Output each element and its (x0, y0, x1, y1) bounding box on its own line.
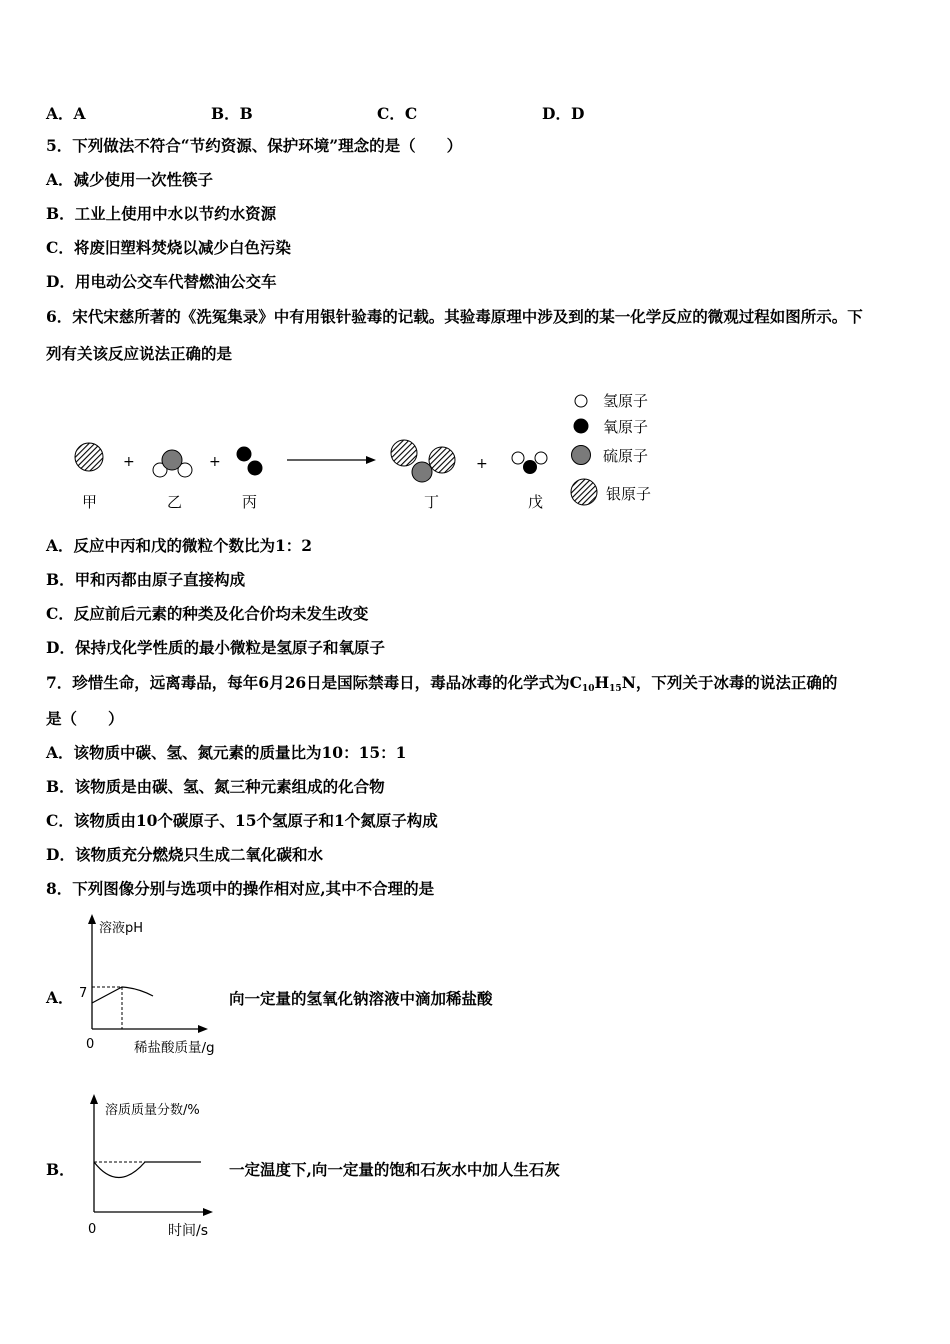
plus-sign-3: + (476, 456, 488, 472)
q8-option-a-label: A． (46, 988, 74, 1007)
sulfur-atom-yi (162, 450, 182, 470)
q7-option-b: B．该物质是由碳、氢、氮三种元素组成的化合物 (46, 777, 385, 796)
arrowhead-icon (366, 456, 376, 464)
hydrogen-atom-4 (535, 452, 547, 464)
graph-a-origin: 0 (86, 1037, 95, 1052)
graph-a-xlabel: 稀盐酸质量/g (134, 1040, 215, 1056)
graph-a-x-arrow (198, 1025, 208, 1033)
legend-sulfur-icon (572, 446, 591, 465)
q5-option-c: C．将废旧塑料焚烧以减少白色污染 (46, 238, 291, 257)
plus-sign-1: + (123, 454, 135, 470)
q7-option-d: D．该物质充分燃烧只生成二氧化碳和水 (46, 845, 323, 864)
q4-option-d: D．D (542, 104, 585, 123)
legend-hydrogen-icon (575, 395, 587, 407)
label-wu: 戊 (528, 493, 544, 511)
graph-b-origin: 0 (88, 1222, 97, 1237)
graph-a-tick-7: 7 (79, 986, 88, 1001)
legend-oxygen: 氧原子 (603, 418, 649, 436)
q4-option-a: A．A (46, 104, 86, 123)
q8-stem: 8．下列图像分别与选项中的操作相对应,其中不合理的是 (46, 879, 435, 898)
q6-option-a: A．反应中丙和戊的微粒个数比为1：2 (46, 536, 313, 555)
oxygen-atom-2 (248, 461, 263, 476)
q4-option-c: C．C (377, 104, 418, 123)
q6-option-c: C．反应前后元素的种类及化合价均未发生改变 (46, 604, 369, 623)
q4-option-b: B．B (211, 104, 253, 123)
oxygen-atom-1 (237, 447, 252, 462)
legend-oxygen-icon (574, 419, 589, 434)
q7-stem-line1: 7．珍惜生命，远离毒品，每年6月26日是国际禁毒日，毒品冰毒的化学式为$C_{10}H_{15}N$，下列关于冰毒的说法正确的 (46, 673, 838, 694)
q8-option-b-text: 一定温度下,向一定量的饱和石灰水中加人生石灰 (229, 1160, 560, 1179)
legend-silver-icon (571, 479, 597, 505)
oxygen-atom-wu (523, 460, 537, 474)
graph-b-ylabel: 溶质质量分数/% (105, 1103, 200, 1118)
sulfur-atom-ding (412, 462, 432, 482)
q6-reaction-figure (0, 380, 700, 520)
graph-a-y-arrow (88, 914, 96, 924)
plus-sign-2: + (209, 454, 221, 470)
legend-hydrogen: 氢原子 (603, 392, 649, 410)
q6-option-d: D．保持戊化学性质的最小微粒是氢原子和氧原子 (46, 638, 385, 657)
q7-stem-line2: 是（ ） (46, 709, 124, 728)
q8-graph-b (70, 1090, 240, 1250)
label-ding: 丁 (424, 493, 440, 511)
q7-option-a: A．该物质中碳、氢、氮元素的质量比为10：15：1 (46, 743, 407, 762)
q5-stem: 5．下列做法不符合“节约资源、保护环境”理念的是（ ） (46, 136, 463, 155)
graph-b-x-arrow (203, 1208, 213, 1216)
graph-b-y-arrow (90, 1094, 98, 1104)
legend-silver: 银原子 (606, 485, 652, 503)
silver-atom-ding-2 (429, 447, 455, 473)
q5-option-b: B．工业上使用中水以节约水资源 (46, 204, 277, 223)
legend-sulfur: 硫原子 (603, 447, 649, 465)
q5-option-d: D．用电动公交车代替燃油公交车 (46, 272, 277, 291)
graph-b-curve (94, 1162, 201, 1178)
q5-option-a: A．减少使用一次性筷子 (46, 170, 214, 189)
q8-graph-a (70, 910, 240, 1060)
label-yi: 乙 (167, 493, 183, 511)
q8-option-a-text: 向一定量的氢氧化钠溶液中滴加稀盐酸 (229, 989, 493, 1008)
q6-stem-line2: 列有关该反应说法正确的是 (46, 344, 233, 363)
q8-option-b-label: B． (46, 1160, 75, 1179)
graph-a-ylabel: 溶液pH (99, 921, 144, 936)
label-jia: 甲 (82, 493, 98, 511)
silver-atom-jia (75, 443, 103, 471)
q6-stem-line1: 6．宋代宋慈所著的《洗冤集录》中有用银针验毒的记载。其验毒原理中涉及到的某一化学反应的微观过程如图所示。下 (46, 307, 863, 326)
label-bing: 丙 (242, 493, 258, 511)
q6-option-b: B．甲和丙都由原子直接构成 (46, 570, 246, 589)
q7-option-c: C．该物质由10个碳原子、15个氢原子和1个氮原子构成 (46, 811, 438, 830)
silver-atom-ding-1 (391, 440, 417, 466)
hydrogen-atom-3 (512, 452, 524, 464)
graph-b-xlabel: 时间/s (168, 1223, 209, 1239)
